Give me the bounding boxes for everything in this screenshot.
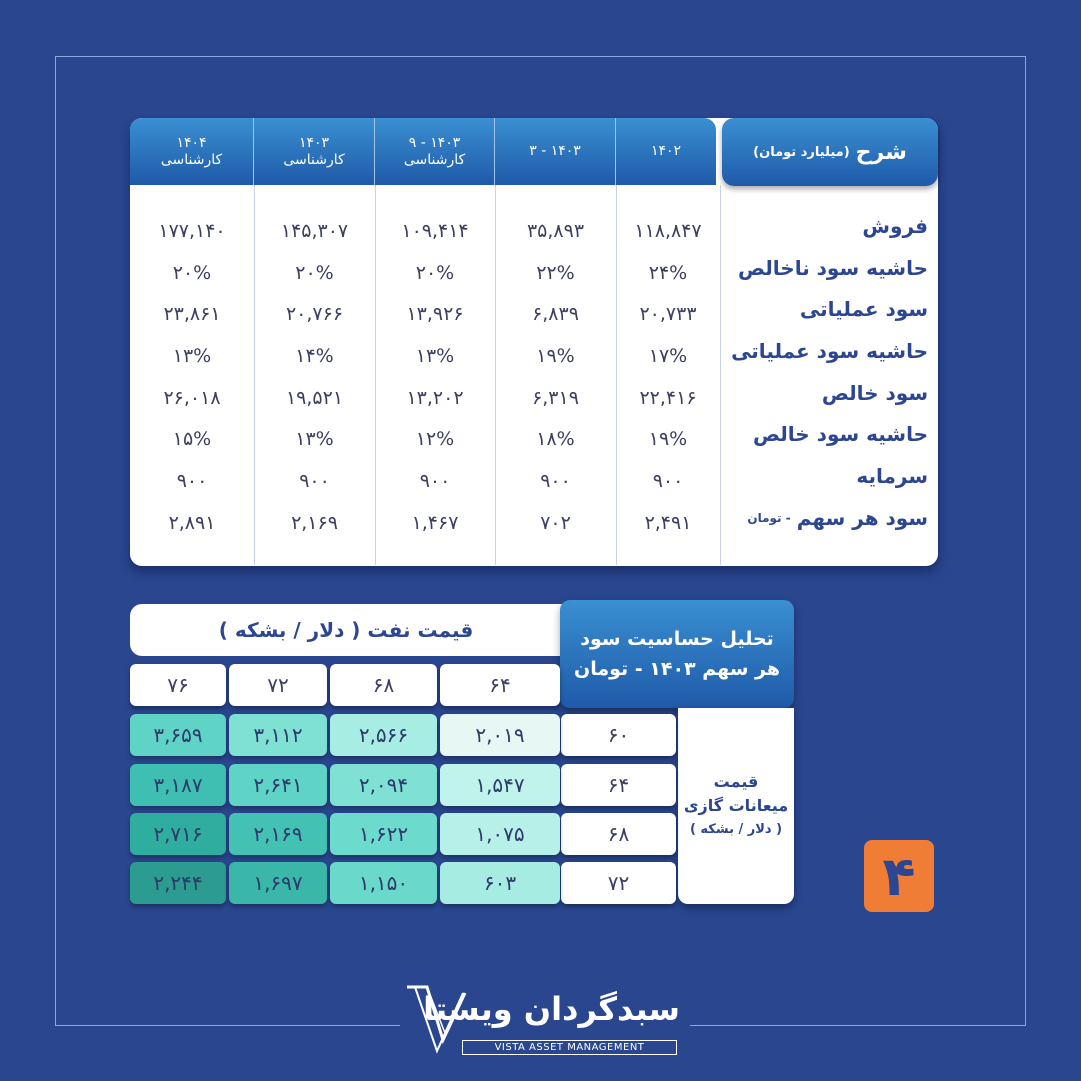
table-cell: ۱۳% xyxy=(172,344,212,367)
financial-table-header xyxy=(130,118,716,185)
table-cell: ۲,۱۶۹ xyxy=(291,511,338,534)
sensitivity-title-line1: تحلیل حساسیت سود xyxy=(580,628,774,650)
gas-price-unit: ( دلار / بشکه ) xyxy=(689,822,783,837)
table-cell: ۲۲% xyxy=(536,261,575,284)
sensitivity-cell: ۱,۵۴۷ xyxy=(440,764,560,806)
table-cell: ۲۳,۸۶۱ xyxy=(163,303,221,326)
table-cell: ۱۱۸,۸۴۷ xyxy=(634,219,702,242)
gas-price-64: ۶۴ xyxy=(561,764,676,806)
table-cell: ۱۴۵,۳۰۷ xyxy=(280,219,349,242)
oil-price-header xyxy=(130,604,562,656)
oil-price-64: ۶۴ xyxy=(440,664,560,706)
row-label-capital xyxy=(722,455,928,497)
description-header xyxy=(722,118,938,186)
column-3-1403-values xyxy=(495,210,616,544)
oil-price-76: ۷۶ xyxy=(130,664,226,706)
row-label: حاشیه سود عملیاتی xyxy=(731,338,928,363)
row-label-operating-margin xyxy=(722,330,928,372)
column-1402-values xyxy=(616,210,720,544)
row-label: حاشیه سود خالص xyxy=(753,422,928,447)
table-cell: ۲۶,۰۱۸ xyxy=(163,386,221,409)
column-year: ۳ - ۱۴۰۳ xyxy=(529,143,581,159)
table-cell: ۲۰% xyxy=(172,261,212,284)
column-type: کارشناسی xyxy=(160,151,223,168)
column-type: کارشناسی xyxy=(403,151,466,168)
table-cell: ۱,۴۶۷ xyxy=(411,511,459,534)
table-cell: ۹۰۰ xyxy=(419,469,451,492)
table-cell: ۲,۸۹۱ xyxy=(168,511,216,534)
row-label-operating-profit xyxy=(722,288,928,330)
table-cell: ۲۲,۴۱۶ xyxy=(639,386,697,409)
gas-price-header xyxy=(678,708,794,904)
table-cell: ۶,۸۳۹ xyxy=(532,303,579,326)
row-label: سرمایه xyxy=(856,463,928,488)
table-cell: ۱۳,۲۰۲ xyxy=(406,386,464,409)
row-label-gross-margin xyxy=(722,247,928,289)
sensitivity-cell: ۱,۶۹۷ xyxy=(229,862,327,904)
sensitivity-cell: ۲,۷۱۶ xyxy=(130,813,226,855)
column-divider xyxy=(720,185,721,565)
sensitivity-cell: ۲,۰۹۴ xyxy=(330,764,437,806)
table-cell: ۱۰۹,۴۱۴ xyxy=(401,219,469,242)
page-number-badge: ۴ xyxy=(864,840,934,912)
oil-price-72: ۷۲ xyxy=(229,664,327,706)
table-cell: ۲,۴۹۱ xyxy=(644,511,692,534)
table-cell: ۱۳% xyxy=(295,428,334,451)
table-cell: ۱۲% xyxy=(415,428,455,451)
table-cell: ۱۷۷,۱۴۰ xyxy=(158,219,226,242)
description-title: شرح xyxy=(855,139,907,165)
row-label: حاشیه سود ناخالص xyxy=(737,255,928,280)
row-label-eps xyxy=(722,497,928,539)
description-unit: (میلیارد تومان) xyxy=(753,144,850,160)
column-header-1402 xyxy=(616,118,716,185)
sensitivity-cell: ۳,۱۸۷ xyxy=(130,764,226,806)
sensitivity-cell: ۱,۰۷۵ xyxy=(440,813,560,855)
sensitivity-cell: ۱,۱۵۰ xyxy=(330,862,437,904)
table-cell: ۱۹% xyxy=(648,428,688,451)
column-year: ۱۴۰۲ xyxy=(650,143,682,159)
row-label: فروش xyxy=(862,213,928,238)
table-cell: ۲۴% xyxy=(648,261,688,284)
logo-text-en: VISTA ASSET MANAGEMENT xyxy=(462,1040,677,1055)
row-label-sales xyxy=(722,205,928,247)
sensitivity-cell: ۳,۶۵۹ xyxy=(130,714,226,756)
row-label: سود عملیاتی xyxy=(799,297,928,322)
row-label-net-margin xyxy=(722,413,928,455)
row-label: سود هر سهم xyxy=(796,505,928,530)
sensitivity-cell: ۲,۲۴۴ xyxy=(130,862,226,904)
column-1404-values xyxy=(130,210,254,544)
sensitivity-title-line2: هر سهم ۱۴۰۳ - تومان xyxy=(573,658,781,680)
sensitivity-title xyxy=(560,600,794,708)
column-year: ۱۴۰۳ xyxy=(298,134,330,151)
table-cell: ۱۳% xyxy=(415,344,455,367)
table-cell: ۱۳,۹۲۶ xyxy=(406,303,464,326)
row-labels xyxy=(722,205,928,539)
column-header-1403 xyxy=(254,118,375,185)
sensitivity-cell: ۱,۶۲۲ xyxy=(330,813,437,855)
gas-price-label: میعانات گازی xyxy=(683,796,789,815)
table-cell: ۱۵% xyxy=(172,428,212,451)
gas-price-68: ۶۸ xyxy=(561,813,676,855)
sensitivity-cell: ۲,۵۶۶ xyxy=(330,714,437,756)
table-cell: ۶,۳۱۹ xyxy=(532,386,579,409)
table-cell: ۲۰% xyxy=(415,261,455,284)
table-cell: ۲۰% xyxy=(295,261,334,284)
table-cell: ۹۰۰ xyxy=(299,469,330,492)
table-cell: ۹۰۰ xyxy=(540,469,571,492)
row-label: سود خالص xyxy=(821,380,928,405)
column-header-1404 xyxy=(130,118,254,185)
table-cell: ۹۰۰ xyxy=(176,469,208,492)
column-1403-values xyxy=(254,210,375,544)
table-cell: ۲۰,۷۶۶ xyxy=(285,303,344,326)
sensitivity-cell: ۲,۱۶۹ xyxy=(229,813,327,855)
table-cell: ۹۰۰ xyxy=(652,469,684,492)
table-cell: ۱۷% xyxy=(648,344,688,367)
column-type: کارشناسی xyxy=(283,151,345,168)
table-cell: ۱۸% xyxy=(536,428,575,451)
gas-price-72: ۷۲ xyxy=(561,862,676,904)
table-cell: ۱۴% xyxy=(295,344,334,367)
sensitivity-cell: ۳,۱۱۲ xyxy=(229,714,327,756)
table-cell: ۱۹,۵۲۱ xyxy=(285,386,344,409)
column-header-3-1403 xyxy=(495,118,616,185)
row-label-unit: - تومان xyxy=(747,510,791,525)
sensitivity-cell: ۲,۶۴۱ xyxy=(229,764,327,806)
column-header-9-1403 xyxy=(375,118,495,185)
oil-price-label: قیمت نفت ( دلار / بشکه ) xyxy=(218,618,474,642)
gas-price-60: ۶۰ xyxy=(561,714,676,756)
table-cell: ۷۰۲ xyxy=(540,511,571,534)
table-cell: ۲۰,۷۳۳ xyxy=(639,303,697,326)
oil-price-68: ۶۸ xyxy=(330,664,437,706)
gas-price-label: قیمت xyxy=(713,772,759,791)
sensitivity-cell: ۶۰۳ xyxy=(440,862,560,904)
sensitivity-cell: ۲,۰۱۹ xyxy=(440,714,560,756)
logo-text-fa: سبدگردان ویستا xyxy=(423,990,680,1028)
row-label-net-profit xyxy=(722,372,928,414)
table-cell: ۳۵,۸۹۳ xyxy=(526,219,585,242)
column-year: ۱۴۰۴ xyxy=(176,134,207,151)
table-cell: ۱۹% xyxy=(536,344,575,367)
column-year: ۹ - ۱۴۰۳ xyxy=(408,134,461,151)
column-9-1403-values xyxy=(375,210,495,544)
